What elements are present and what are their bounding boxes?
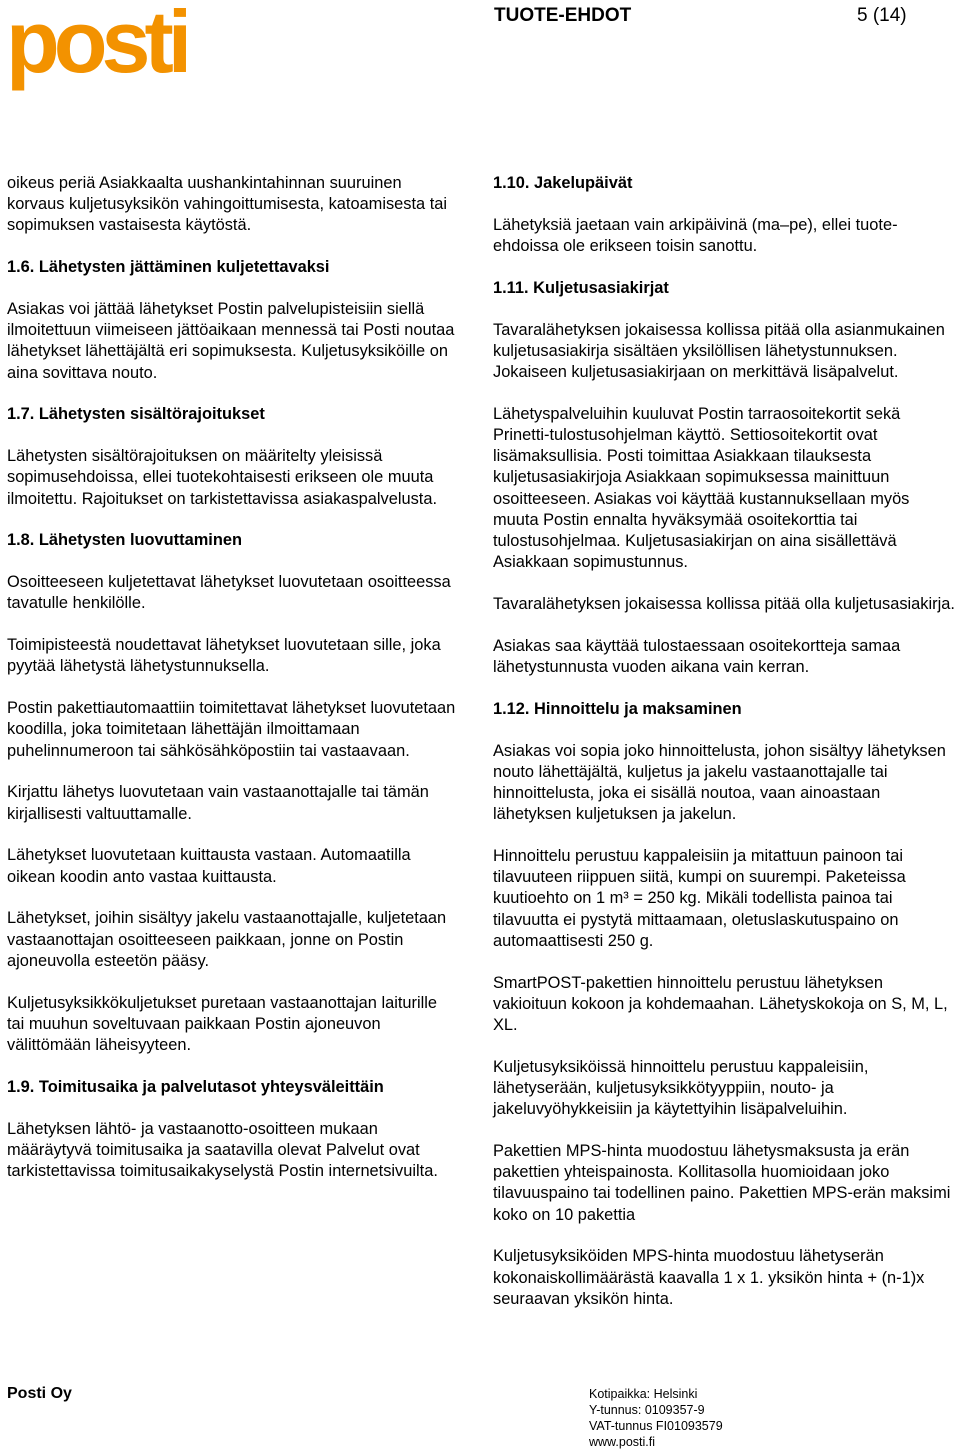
footer-website: www.posti.fi xyxy=(589,1435,655,1449)
paragraph: Lähetysten sisältörajoituksen on määritelty yleisissä sopimusehdoissa, ellei tuotekohtaisesti erikseen ole muuta ilmoitettu. Rajoitukset on tarkistettavissa asiakaspalvelusta. xyxy=(7,447,437,508)
paragraph: Asiakas saa käyttää tulostaessaan osoitekortteja samaa lähetystunnusta vuoden aikana vain kerran. xyxy=(493,636,901,677)
paragraph: Toimipisteestä noudettavat lähetykset luovutetaan sille, joka pyytää lähetystä lähetystunnuksella. xyxy=(7,636,441,676)
paragraph: Lähetyksiä jaetaan vain arkipäivinä (ma–pe), ellei tuote-ehdoissa ole erikseen toisin sanottu. xyxy=(493,215,898,255)
paragraph: Osoitteeseen kuljetettavat lähetykset luovutetaan osoitteessa tavatulle henkilölle. xyxy=(7,573,451,613)
document-title: TUOTE-EHDOT xyxy=(494,5,632,26)
paragraph: Asiakas voi jättää lähetykset Postin palvelupisteisiin siellä ilmoitettuun viimeiseen jättöaikaan mennessä tai Posti noutaa lähetykset lähettäjältä eri sopimuksesta. Kuljetusyksiköille on aina sovittava nouto. xyxy=(7,300,455,382)
paragraph: Lähetyspalveluihin kuuluvat Postin tarraosoitekortit sekä Prinetti-tulostusohjelman käyttö. Settiosoitekortit ovat lisämaksullisia. Posti toimittaa Asiakkaan tilauksesta kuljetusasiakirjoja Asiakkaan sopimuksessa mainittuun osoitteeseen. Asiakas voi käyttää kustannuksellaan myös muuta Postin ennalta hyväksymää osoitekorttia tai tulostusohjelmaa. Kuljetusasiakirjan on aina sisällettävä Asiakkaan sopimustunnus. xyxy=(493,404,910,572)
footer-vat-id: VAT-tunnus FI01093579 xyxy=(589,1419,723,1433)
page-number: 5 (14) xyxy=(857,5,907,26)
logo-wordmark: posti xyxy=(6,4,187,91)
paragraph: Tavaralähetyksen jokaisessa kollissa pitää olla kuljetusasiakirja. xyxy=(493,595,955,614)
paragraph: Lähetyksen lähtö- ja vastaanotto-osoitteen mukaan määräytyvä toimitusaika ja saatavilla olevat Palvelut ovat tarkistettavissa toimitusaikakyselystä Postin internetsivuilta. xyxy=(7,1119,438,1181)
paragraph: Asiakas voi sopia joko hinnoittelusta, johon sisältyy lähetyksen nouto lähettäjältä, kuljetus ja jakelu vastaanottajalle tai hinnoittelusta, joka ei sisällä noutoa, vaan ainoastaan lähetyksen kuljetuksen ja jakelun. xyxy=(493,741,946,824)
paragraph: Postin pakettiautomaattiin toimitettavat lähetykset luovutetaan koodilla, joka toimitetaan lähettäjän ilmoittamaan puhelinnumeroon tai sähkösähköpostiin tai vastaavaan. xyxy=(7,699,456,760)
posti-logo xyxy=(6,4,196,96)
paragraph: Kuljetusyksikkökuljetukset puretaan vastaanottajan laiturille tai muuhun soveltuvaan paikkaan Postin ajoneuvon välittömään läheisyyteen. xyxy=(7,993,438,1055)
paragraph: Lähetykset, joihin sisältyy jakelu vastaanottajalle, kuljetetaan vastaanottajan osoitteeseen paikkaan, jonne on Postin ajoneuvolla esteetön pääsy. xyxy=(7,909,447,970)
footer-company: Posti Oy xyxy=(7,1385,72,1402)
right-column xyxy=(493,173,959,1331)
paragraph: Kuljetusyksiköissä hinnoittelu perustuu kappaleisiin, lähetyserään, kuljetusyksikkötyyppiin, nouto- ja jakeluvyöhykkeisiin ja käytettyihin lisäpalveluihin. xyxy=(493,1057,869,1119)
section-heading: 1.10. Jakelupäivät xyxy=(493,174,633,192)
footer-domicile: Kotipaikka: Helsinki xyxy=(589,1387,698,1401)
paragraph: SmartPOST-pakettien hinnoittelu perustuu lähetyksen vakioituun kokoon ja kohdemaahan. Lähetyskokoja on S, M, L, XL. xyxy=(493,973,948,1035)
paragraph: Kirjattu lähetys luovutetaan vain vastaanottajalle tai tämän kirjallisesti valtuuttamalle. xyxy=(7,783,429,823)
left-column xyxy=(7,173,457,1203)
paragraph: Tavaralähetyksen jokaisessa kollissa pitää olla asianmukainen kuljetusasiakirja sisältäen yksilöllisen lähetystunnuksen. Jokaiseen kuljetusasiakirjaan on merkittävä lisäpalvelut. xyxy=(493,320,945,381)
paragraph: Hinnoittelu perustuu kappaleisiin ja mitattuun painoon tai tilavuuteen riippuen siitä, kumpi on suurempi. Paketeissa kuutioehto on 1 m³ = 250 kg. Mikäli todellista painoa tai tilavuutta ei pystytä mittaamaan, oletuslaskutuspaino on automaattisesti 250 g. xyxy=(493,847,906,950)
footer-business-id: Y-tunnus: 0109357-9 xyxy=(589,1403,705,1417)
section-heading: 1.11. Kuljetusasiakirjat xyxy=(493,278,669,297)
section-heading: 1.9. Toimitusaika ja palvelutasot yhteysväleittäin xyxy=(7,1077,384,1096)
paragraph: Kuljetusyksiköiden MPS-hinta muodostuu lähetyserän kokonaiskollimäärästä kaavalla 1 x 1. yksikön hinta + (n-1)x seuraavan yksikön hinta. xyxy=(493,1247,925,1308)
paragraph: Pakettien MPS-hinta muodostuu lähetysmaksusta ja erän pakettien yhteispainosta. Kollitasolla huomioidaan joko tilavuuspaino tai todellinen paino. Pakettien MPS-erän maksimi koko on 10 pakettia xyxy=(493,1142,951,1224)
section-heading: 1.7. Lähetysten sisältörajoitukset xyxy=(7,405,265,424)
section-heading: 1.12. Hinnoittelu ja maksaminen xyxy=(493,699,742,718)
section-heading: 1.8. Lähetysten luovuttaminen xyxy=(7,531,242,550)
paragraph: Lähetykset luovutetaan kuittausta vastaan. Automaatilla oikean koodin anto vastaa kuittausta. xyxy=(7,846,411,886)
section-heading: 1.6. Lähetysten jättäminen kuljetettavaksi xyxy=(7,258,330,277)
paragraph: oikeus periä Asiakkaalta uushankintahinnan suuruinen korvaus kuljetusyksikön vahingoittumisesta, katoamisesta tai sopimuksen vastaisesta käytöstä. xyxy=(7,174,448,235)
footer-info xyxy=(589,1386,723,1450)
